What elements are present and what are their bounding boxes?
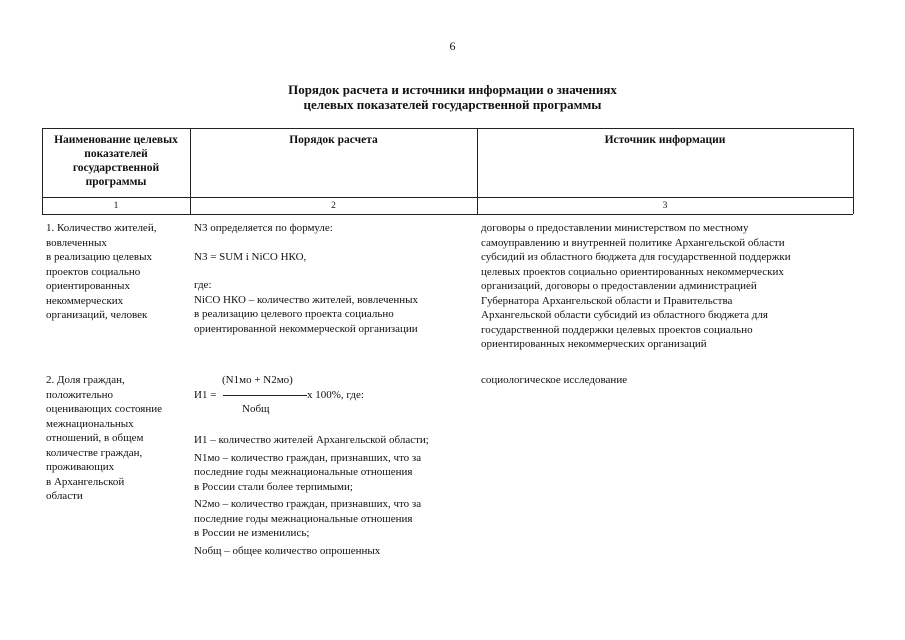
- text-line: в Архангельской: [46, 475, 125, 488]
- text-line: организаций, договоры о предоставлении администрацией: [481, 280, 757, 292]
- formula-denominator: Nобщ: [242, 403, 270, 415]
- text-line: Nобщ – общее количество опрошенных: [194, 544, 381, 557]
- formula-lhs: И1 =: [194, 389, 217, 401]
- definition-n2mo: [194, 497, 429, 541]
- text-line: 2. Доля граждан,: [46, 374, 125, 386]
- text-line: проектов социально: [46, 265, 141, 278]
- text-line: субсидий из областного бюджета для государственной поддержки: [481, 251, 791, 263]
- text-line: последние годы межнациональные отношения: [194, 512, 413, 525]
- row2-definitions: [194, 433, 429, 558]
- column-number-3: 3: [662, 201, 668, 211]
- row1-source: [481, 221, 791, 352]
- definition-i1: [194, 433, 429, 448]
- text-line: отношений, в общем: [46, 432, 144, 444]
- calc-where: где:: [194, 279, 212, 291]
- row1-calculation: [194, 221, 418, 336]
- text-line: проживающих: [46, 461, 115, 473]
- calc-intro: N3 определяется по формуле:: [194, 222, 333, 234]
- row2-source: социологическое исследование: [481, 374, 628, 386]
- header-calculation: [190, 133, 477, 147]
- text-line: Архангельской области субсидий из областного бюджета для: [481, 309, 768, 321]
- text-line: Губернатора Архангельской области и Правительства: [481, 294, 733, 307]
- text-line: договоры о предоставлении министерством по местному: [481, 222, 749, 234]
- fraction-bar: [223, 395, 307, 396]
- calc-definition-line: NiCO НКО – количество жителей, вовлеченных: [194, 293, 419, 306]
- page-title: [0, 82, 905, 112]
- table-top-border: [42, 128, 853, 129]
- formula-numerator: (N1мо + N2мо): [222, 374, 293, 386]
- text-line: количестве граждан,: [46, 446, 143, 459]
- text-line: 1. Количество жителей,: [46, 222, 157, 234]
- text-line: оценивающих состояние: [46, 403, 163, 415]
- text-line: межнациональных: [46, 417, 134, 430]
- text-line: в России стали более терпимыми;: [194, 480, 353, 493]
- text-line: в России не изменились;: [194, 527, 310, 539]
- column-number-2: 2: [331, 201, 336, 211]
- calc-definition-line: ориентированной некоммерческой организации: [194, 322, 418, 335]
- text-line: самоуправлению и внутренней политике Архангельской области: [481, 236, 785, 249]
- header-indicator-name-line: государственной: [72, 162, 160, 174]
- title-line-1: Порядок расчета и источники информации о значениях: [288, 82, 617, 97]
- header-source: [477, 133, 853, 147]
- text-line: государственной поддержки целевых проектов социально: [481, 323, 753, 336]
- definition-nobsh: [194, 544, 429, 559]
- header-calculation-line: Порядок расчета: [289, 134, 378, 146]
- header-indicator-name-line: показателей: [84, 148, 148, 160]
- text-line: N2мо – количество граждан, признавших, что за: [194, 498, 422, 510]
- column-number-1: 1: [113, 201, 119, 211]
- title-line-2: целевых показателей государственной программы: [303, 97, 602, 112]
- header-bottom-border: [42, 197, 853, 198]
- page-number: 6: [449, 39, 456, 53]
- header-source-line: Источник информации: [604, 134, 726, 146]
- text-line: последние годы межнациональные отношения: [194, 466, 413, 478]
- row1-indicator-name: [46, 221, 156, 323]
- row2-formula: [194, 373, 474, 417]
- text-line: положительно: [46, 388, 114, 401]
- text-line: И1 – количество жителей Архангельской области;: [194, 434, 429, 446]
- formula-rhs: x 100%, где:: [307, 389, 364, 401]
- number-row-bottom-border: [42, 214, 853, 215]
- text-line: целевых проектов социально ориентированных некоммерческих: [481, 265, 784, 278]
- calc-definition-line: в реализацию целевого проекта социально: [194, 308, 394, 320]
- header-indicator-name-line: программы: [85, 176, 147, 188]
- text-line: некоммерческих: [46, 294, 124, 307]
- text-line: N1мо – количество граждан, признавших, что за: [194, 451, 422, 464]
- text-line: организаций, человек: [46, 309, 148, 321]
- header-indicator-name-line: Наименование целевых: [54, 134, 178, 146]
- table-right-border: [853, 128, 854, 214]
- text-line: ориентированных: [46, 280, 130, 292]
- definition-n1mo: [194, 451, 429, 495]
- row2-indicator-name: [46, 373, 162, 504]
- calc-formula: N3 = SUM i NiCO НКО,: [194, 250, 307, 263]
- header-indicator-name: [42, 133, 190, 189]
- text-line: в реализацию целевых: [46, 251, 153, 263]
- text-line: вовлеченных: [46, 236, 107, 249]
- text-line: ориентированных некоммерческих организаций: [481, 338, 707, 350]
- text-line: области: [46, 490, 83, 502]
